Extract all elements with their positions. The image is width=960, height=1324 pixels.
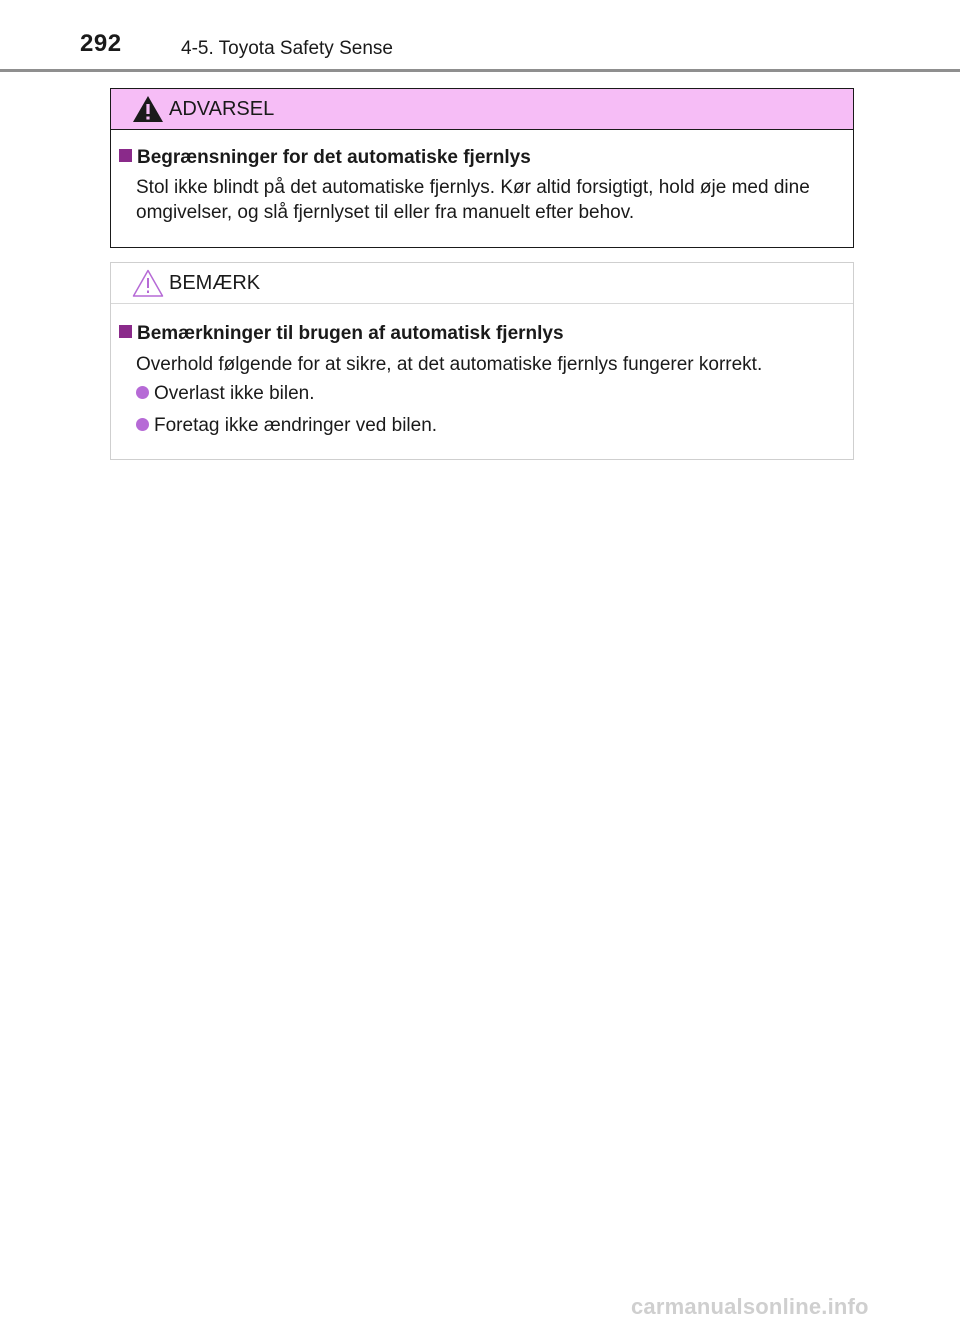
warning-box-header	[111, 89, 853, 130]
section-title: 4-5. Toyota Safety Sense	[181, 38, 393, 59]
note-item-heading-text: Bemærkninger til brugen af automatisk fjernlys	[137, 323, 564, 344]
note-item-heading	[119, 323, 564, 345]
header-rule	[0, 69, 960, 72]
warning-box	[110, 88, 854, 248]
note-box-label: BEMÆRK	[169, 272, 261, 294]
warning-triangle-filled-icon	[131, 94, 165, 124]
list-item	[136, 383, 315, 405]
note-box-header	[111, 263, 853, 304]
page-header	[0, 0, 960, 72]
list-item-text: Overlast ikke bilen.	[154, 383, 315, 404]
list-item	[136, 415, 437, 437]
caution-triangle-outline-icon	[131, 268, 165, 298]
square-bullet-icon	[119, 325, 132, 338]
note-box	[110, 262, 854, 460]
warning-item-text: Stol ikke blindt på det automatiske fjernlys. Kør altid forsigtigt, hold øje med dine omgivelser, og slå fjernlyset til eller fra manuelt efter behov.	[136, 177, 810, 223]
dot-bullet-icon	[136, 386, 149, 399]
warning-item-heading-text: Begrænsninger for det automatiske fjernlys	[137, 147, 531, 168]
warning-box-label: ADVARSEL	[169, 98, 275, 120]
page-number: 292	[80, 30, 122, 57]
list-item-text: Foretag ikke ændringer ved bilen.	[154, 415, 438, 436]
square-bullet-icon	[119, 149, 132, 162]
dot-bullet-icon	[136, 418, 149, 431]
watermark: carmanualsonline.info	[631, 1294, 869, 1319]
note-item-text: Overhold følgende for at sikre, at det automatiske fjernlys fungerer korrekt.	[136, 354, 763, 375]
warning-item-heading	[119, 147, 531, 169]
